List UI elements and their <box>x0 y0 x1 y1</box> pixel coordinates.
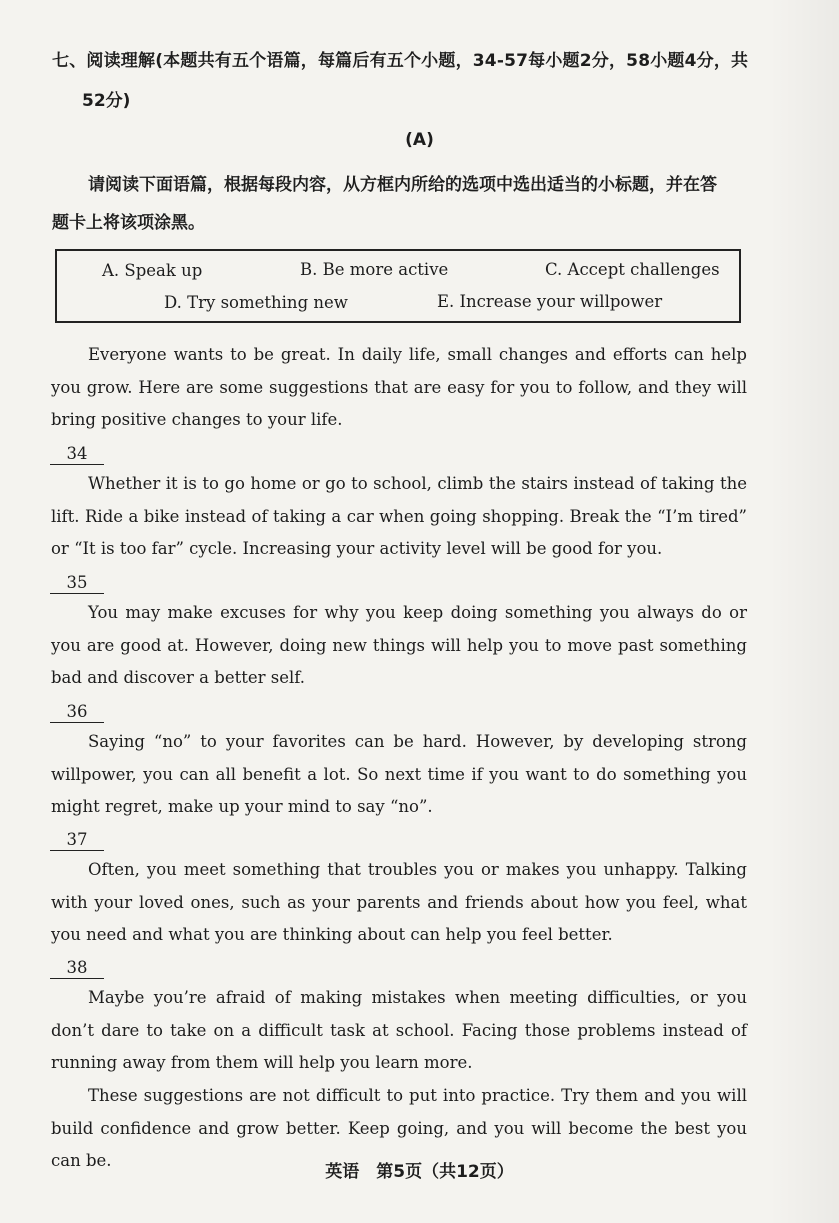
paragraph-37: Often, you meet something that troubles you or makes you unhappy. Talking with your loved ones, such as your parents and friends about how you feel, what you need and what you are thinking about can help you feel better. <box>51 860 747 944</box>
conclusion-paragraph: These suggestions are not difficult to put into practice. Try them and you will build confidence and grow better. Keep going, and you will become the best you can be. <box>51 1086 747 1170</box>
intro-paragraph: Everyone wants to be great. In daily life, small changes and efforts can help you grow. Here are some suggestions that are easy for you to follow, and they will bring positive changes to your life. <box>51 345 747 429</box>
options-box <box>55 249 741 323</box>
option-e: E. Increase your willpower <box>437 292 663 311</box>
paragraph-36: Saying “no” to your favorites can be hard. However, by developing strong willpower, you can all benefit a lot. So next time if you want to do something you might regret, make up your mind to say “no”. <box>51 732 747 816</box>
instruction-line-2: 题卡上将该项涂黑。 <box>52 213 205 233</box>
blank-36: 36 <box>50 702 104 723</box>
page-footer: 英语 第5页（共12页） <box>325 1162 514 1182</box>
blank-35: 35 <box>50 573 104 594</box>
passage-title: (A) <box>405 130 434 150</box>
option-c: C. Accept challenges <box>545 260 720 279</box>
blank-37: 37 <box>50 830 104 851</box>
blank-34: 34 <box>50 444 104 465</box>
section-heading: 七、阅读理解(本题共有五个语篇，每篇后有五个小题，34-57每小题2分，58小题4分，共 <box>52 51 749 71</box>
paragraph-38: Maybe you’re afraid of making mistakes when meeting difficulties, or you don’t dare to take on a difficult task at school. Facing those problems instead of running away from them will help you learn more. <box>51 988 747 1072</box>
option-d: D. Try something new <box>164 293 348 312</box>
option-b: B. Be more active <box>300 260 449 279</box>
option-a: A. Speak up <box>102 261 203 280</box>
page-edge-shadow <box>769 0 839 1223</box>
blank-38: 38 <box>50 958 104 979</box>
paragraph-34: Whether it is to go home or go to school, climb the stairs instead of taking the lift. Ride a bike instead of taking a car when going shopping. Break the “I’m tired” or “It is too far” cycle. Increasing your activity level will be good for you. <box>51 474 747 558</box>
paragraph-35: You may make excuses for why you keep doing something you always do or you are good at. However, doing new things will help you to move past something bad and discover a better self. <box>51 603 747 687</box>
section-heading-continued: 52分) <box>82 91 131 111</box>
instruction-line-1: 请阅读下面语篇，根据每段内容，从方框内所给的选项中选出适当的小标题，并在答 <box>88 175 717 195</box>
